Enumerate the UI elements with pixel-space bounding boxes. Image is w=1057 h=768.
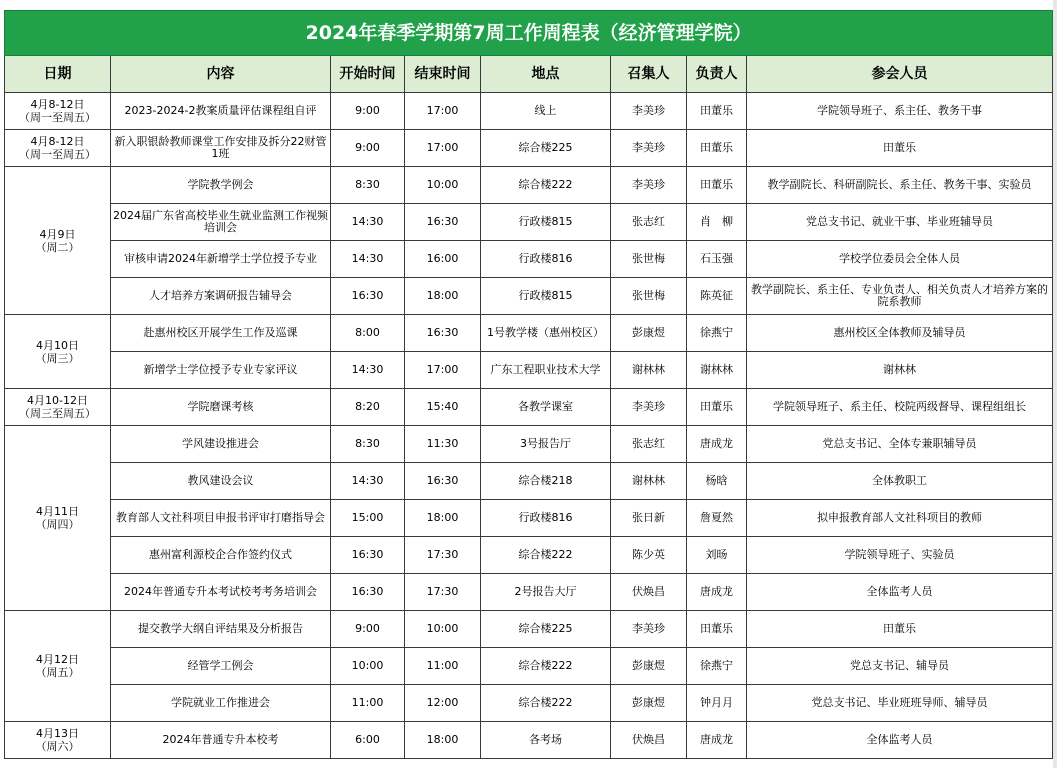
cell-lead: 唐成龙 (687, 722, 747, 759)
cell-convener: 伏焕昌 (611, 722, 687, 759)
cell-place: 行政楼816 (481, 241, 611, 278)
cell-end: 10:00 (405, 611, 481, 648)
cell-content: 人才培养方案调研报告辅导会 (111, 278, 331, 315)
cell-lead: 钟月月 (687, 685, 747, 722)
cell-attendees: 田董乐 (747, 130, 1053, 167)
cell-convener: 张日新 (611, 500, 687, 537)
cell-lead: 田董乐 (687, 130, 747, 167)
table-row (5, 278, 1053, 315)
cell-convener: 谢林林 (611, 463, 687, 500)
cell-content: 审核申请2024年新增学士学位授予专业 (111, 241, 331, 278)
cell-content: 2024年普通专升本考试校考考务培训会 (111, 574, 331, 611)
cell-attendees: 学院领导班子、系主任、教务干事 (747, 93, 1053, 130)
cell-place: 各考场 (481, 722, 611, 759)
cell-start: 14:30 (331, 241, 405, 278)
table-row (5, 241, 1053, 278)
table-row (5, 204, 1053, 241)
cell-convener: 陈少英 (611, 537, 687, 574)
cell-place: 综合楼222 (481, 685, 611, 722)
cell-place: 线上 (481, 93, 611, 130)
cell-content: 教育部人文社科项目申报书评审打磨指导会 (111, 500, 331, 537)
cell-content: 学院就业工作推进会 (111, 685, 331, 722)
table-row (5, 463, 1053, 500)
cell-lead: 田董乐 (687, 167, 747, 204)
cell-place: 行政楼815 (481, 278, 611, 315)
table-row (5, 722, 1053, 759)
cell-start: 16:30 (331, 278, 405, 315)
cell-convener: 李美珍 (611, 389, 687, 426)
cell-attendees: 党总支书记、毕业班班导师、辅导员 (747, 685, 1053, 722)
cell-start: 9:00 (331, 130, 405, 167)
header-date: 日期 (5, 56, 111, 93)
header-end: 结束时间 (405, 56, 481, 93)
cell-lead: 唐成龙 (687, 574, 747, 611)
cell-end: 17:00 (405, 352, 481, 389)
scroll-edge (1053, 0, 1057, 768)
cell-convener: 李美珍 (611, 167, 687, 204)
cell-start: 16:30 (331, 574, 405, 611)
table-row (5, 685, 1053, 722)
table-row (5, 648, 1053, 685)
cell-content: 教风建设会议 (111, 463, 331, 500)
cell-attendees: 拟申报教育部人文社科项目的教师 (747, 500, 1053, 537)
cell-attendees: 全体监考人员 (747, 722, 1053, 759)
cell-end: 16:00 (405, 241, 481, 278)
cell-content: 学院磨课考核 (111, 389, 331, 426)
cell-lead: 肖 柳 (687, 204, 747, 241)
cell-attendees: 田董乐 (747, 611, 1053, 648)
cell-place: 2号报告大厅 (481, 574, 611, 611)
cell-convener: 李美珍 (611, 611, 687, 648)
cell-content: 赴惠州校区开展学生工作及巡课 (111, 315, 331, 352)
cell-attendees: 全体监考人员 (747, 574, 1053, 611)
cell-attendees: 党总支书记、辅导员 (747, 648, 1053, 685)
cell-content: 2024届广东省高校毕业生就业监测工作视频培训会 (111, 204, 331, 241)
table-row (5, 167, 1053, 204)
cell-date: 4月8-12日 （周一至周五） (5, 93, 111, 130)
cell-convener: 张世梅 (611, 278, 687, 315)
cell-content: 2023-2024-2教案质量评估课程组自评 (111, 93, 331, 130)
cell-place: 行政楼815 (481, 204, 611, 241)
cell-start: 11:00 (331, 685, 405, 722)
cell-attendees: 党总支书记、就业干事、毕业班辅导员 (747, 204, 1053, 241)
cell-end: 18:00 (405, 722, 481, 759)
cell-convener: 李美珍 (611, 93, 687, 130)
cell-attendees: 党总支书记、全体专兼职辅导员 (747, 426, 1053, 463)
cell-end: 10:00 (405, 167, 481, 204)
cell-date: 4月11日 （周四） (5, 426, 111, 611)
cell-start: 15:00 (331, 500, 405, 537)
cell-end: 17:30 (405, 574, 481, 611)
cell-end: 18:00 (405, 278, 481, 315)
cell-lead: 田董乐 (687, 611, 747, 648)
cell-attendees: 全体教职工 (747, 463, 1053, 500)
table-row (5, 426, 1053, 463)
cell-end: 11:30 (405, 426, 481, 463)
cell-lead: 徐燕宁 (687, 315, 747, 352)
header-place: 地点 (481, 56, 611, 93)
header-content: 内容 (111, 56, 331, 93)
cell-attendees: 学校学位委员会全体人员 (747, 241, 1053, 278)
cell-attendees: 教学副院长、系主任、专业负责人、相关负责人才培养方案的院系教师 (747, 278, 1053, 315)
sheet-title: 2024年春季学期第7周工作周程表（经济管理学院） (5, 11, 1053, 56)
cell-start: 14:30 (331, 204, 405, 241)
cell-content: 学风建设推进会 (111, 426, 331, 463)
cell-start: 9:00 (331, 93, 405, 130)
cell-convener: 彭康煜 (611, 315, 687, 352)
cell-place: 综合楼222 (481, 537, 611, 574)
table-row (5, 130, 1053, 167)
cell-content: 经管学工例会 (111, 648, 331, 685)
cell-end: 15:40 (405, 389, 481, 426)
cell-place: 综合楼222 (481, 167, 611, 204)
cell-lead: 田董乐 (687, 93, 747, 130)
cell-end: 16:30 (405, 463, 481, 500)
cell-lead: 田董乐 (687, 389, 747, 426)
cell-place: 综合楼218 (481, 463, 611, 500)
cell-content: 惠州富利源校企合作签约仪式 (111, 537, 331, 574)
cell-lead: 刘旸 (687, 537, 747, 574)
cell-content: 新增学士学位授予专业专家评议 (111, 352, 331, 389)
cell-start: 16:30 (331, 537, 405, 574)
cell-lead: 徐燕宁 (687, 648, 747, 685)
cell-convener: 谢林林 (611, 352, 687, 389)
cell-date: 4月8-12日 （周一至周五） (5, 130, 111, 167)
header-attendees: 参会人员 (747, 56, 1053, 93)
cell-content: 新入职银龄教师课堂工作安排及拆分22财管1班 (111, 130, 331, 167)
cell-start: 10:00 (331, 648, 405, 685)
cell-attendees: 惠州校区全体教师及辅导员 (747, 315, 1053, 352)
cell-convener: 彭康煜 (611, 685, 687, 722)
cell-end: 12:00 (405, 685, 481, 722)
cell-place: 综合楼225 (481, 611, 611, 648)
header-convener: 召集人 (611, 56, 687, 93)
cell-start: 8:30 (331, 426, 405, 463)
cell-convener: 张世梅 (611, 241, 687, 278)
cell-lead: 唐成龙 (687, 426, 747, 463)
cell-place: 行政楼816 (481, 500, 611, 537)
table-row (5, 500, 1053, 537)
table-row (5, 537, 1053, 574)
cell-attendees: 教学副院长、科研副院长、系主任、教务干事、实验员 (747, 167, 1053, 204)
cell-start: 8:00 (331, 315, 405, 352)
cell-content: 2024年普通专升本校考 (111, 722, 331, 759)
cell-lead: 杨晗 (687, 463, 747, 500)
cell-date: 4月12日 （周五） (5, 611, 111, 722)
cell-lead: 谢林林 (687, 352, 747, 389)
cell-lead: 石玉强 (687, 241, 747, 278)
schedule-table (4, 10, 1053, 759)
cell-convener: 彭康煜 (611, 648, 687, 685)
cell-convener: 伏焕昌 (611, 574, 687, 611)
cell-convener: 李美珍 (611, 130, 687, 167)
cell-lead: 陈英征 (687, 278, 747, 315)
table-row (5, 93, 1053, 130)
cell-place: 1号教学楼（惠州校区） (481, 315, 611, 352)
cell-place: 综合楼222 (481, 648, 611, 685)
cell-attendees: 谢林林 (747, 352, 1053, 389)
cell-lead: 詹夏然 (687, 500, 747, 537)
cell-start: 14:30 (331, 352, 405, 389)
cell-start: 8:30 (331, 167, 405, 204)
cell-content: 提交教学大纲自评结果及分析报告 (111, 611, 331, 648)
cell-end: 11:00 (405, 648, 481, 685)
cell-end: 16:30 (405, 315, 481, 352)
cell-convener: 张志红 (611, 204, 687, 241)
cell-start: 9:00 (331, 611, 405, 648)
cell-place: 各教学课室 (481, 389, 611, 426)
cell-date: 4月10-12日 （周三至周五） (5, 389, 111, 426)
cell-date: 4月13日 （周六） (5, 722, 111, 759)
table-row (5, 389, 1053, 426)
cell-start: 6:00 (331, 722, 405, 759)
header-lead: 负责人 (687, 56, 747, 93)
header-start: 开始时间 (331, 56, 405, 93)
cell-end: 18:00 (405, 500, 481, 537)
table-row (5, 352, 1053, 389)
cell-content: 学院教学例会 (111, 167, 331, 204)
cell-end: 17:00 (405, 93, 481, 130)
cell-date: 4月9日 （周二） (5, 167, 111, 315)
cell-place: 广东工程职业技术大学 (481, 352, 611, 389)
cell-end: 17:00 (405, 130, 481, 167)
cell-end: 16:30 (405, 204, 481, 241)
table-row (5, 315, 1053, 352)
cell-date: 4月10日 （周三） (5, 315, 111, 389)
cell-place: 3号报告厅 (481, 426, 611, 463)
table-row (5, 574, 1053, 611)
cell-end: 17:30 (405, 537, 481, 574)
table-row (5, 611, 1053, 648)
cell-convener: 张志红 (611, 426, 687, 463)
cell-attendees: 学院领导班子、实验员 (747, 537, 1053, 574)
cell-start: 8:20 (331, 389, 405, 426)
cell-start: 14:30 (331, 463, 405, 500)
cell-place: 综合楼225 (481, 130, 611, 167)
cell-attendees: 学院领导班子、系主任、校院两级督导、课程组组长 (747, 389, 1053, 426)
